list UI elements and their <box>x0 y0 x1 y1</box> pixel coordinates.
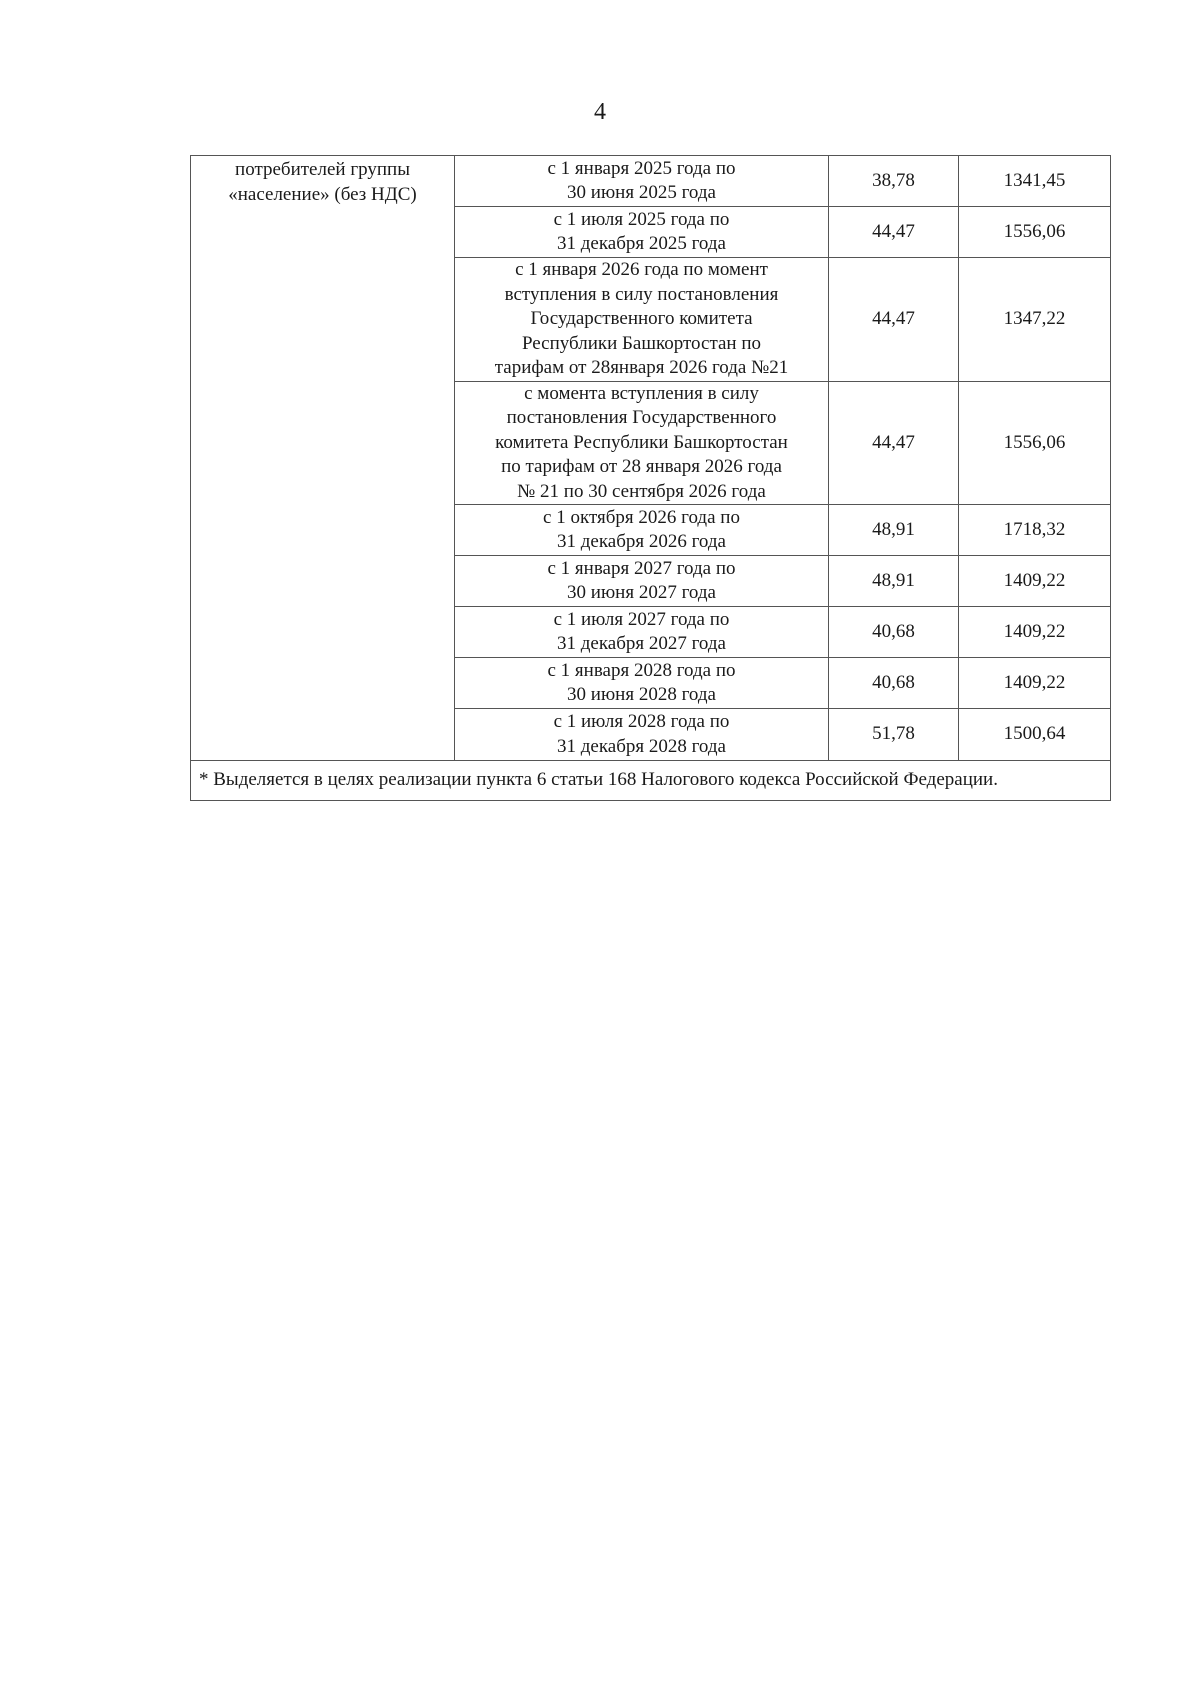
value2-cell: 1409,22 <box>959 658 1111 709</box>
consumer-group-line: «население» (без НДС) <box>228 183 417 205</box>
period-line: с 1 января 2026 года по момент <box>515 259 768 280</box>
value1-cell: 48,91 <box>829 556 959 607</box>
value1-cell: 44,47 <box>829 207 959 258</box>
footnote: * Выделяется в целях реализации пункта 6 статьи 168 Налогового кодекса Российской Федерации. <box>191 761 1111 801</box>
period-cell <box>455 207 829 258</box>
period-line: с 1 января 2028 года по <box>547 659 736 681</box>
period-cell <box>455 156 829 207</box>
value2-cell: 1409,22 <box>959 556 1111 607</box>
period-line: 30 июня 2028 года <box>567 684 716 705</box>
period-cell <box>455 505 829 556</box>
value2-cell: 1341,45 <box>959 156 1111 207</box>
period-cell <box>455 556 829 607</box>
value1-cell: 40,68 <box>829 607 959 658</box>
value2-cell: 1556,06 <box>959 207 1111 258</box>
period-line: комитета Республики Башкортостан <box>495 431 788 453</box>
period-line: 30 июня 2027 года <box>567 582 716 603</box>
period-line: с 1 января 2027 года по <box>547 557 736 579</box>
period-line: 31 декабря 2028 года <box>556 735 726 757</box>
value1-cell: 44,47 <box>829 258 959 382</box>
consumer-group-cell <box>191 156 455 761</box>
tariff-table <box>190 155 1111 801</box>
value1-cell: 40,68 <box>829 658 959 709</box>
value2-cell: 1347,22 <box>959 258 1111 382</box>
period-line: по тарифам от 28 января 2026 года <box>501 456 782 477</box>
period-cell <box>455 258 829 382</box>
table-row <box>191 156 1111 207</box>
period-line: постановления Государственного <box>506 407 777 428</box>
value2-cell: 1409,22 <box>959 607 1111 658</box>
period-line: с 1 октября 2026 года по <box>543 506 740 528</box>
period-cell <box>455 607 829 658</box>
period-cell <box>455 658 829 709</box>
period-line: 30 июня 2025 года <box>567 182 716 203</box>
period-line: Государственного комитета <box>530 308 753 329</box>
value1-cell: 48,91 <box>829 505 959 556</box>
period-line: 31 декабря 2027 года <box>556 633 726 654</box>
value1-cell: 38,78 <box>829 156 959 207</box>
period-cell <box>455 709 829 761</box>
period-line: с 1 июля 2027 года по <box>553 608 730 630</box>
value2-cell: 1718,32 <box>959 505 1111 556</box>
period-line: 31 декабря 2025 года <box>556 233 726 254</box>
period-line: вступления в силу постановления <box>504 283 779 305</box>
value1-cell: 51,78 <box>829 709 959 761</box>
value2-cell: 1556,06 <box>959 381 1111 505</box>
consumer-group-line: потребителей группы <box>235 159 410 180</box>
period-line: с 1 июля 2025 года по <box>553 208 730 230</box>
period-line: с 1 января 2025 года по <box>547 157 736 179</box>
period-line: 31 декабря 2026 года <box>556 531 726 552</box>
period-line: с момента вступления в силу <box>524 382 759 404</box>
page-number: 4 <box>594 99 606 125</box>
period-line: с 1 июля 2028 года по <box>553 711 730 732</box>
value1-cell: 44,47 <box>829 381 959 505</box>
value2-cell: 1500,64 <box>959 709 1111 761</box>
period-line: Республики Башкортостан по <box>521 332 762 354</box>
period-cell <box>455 381 829 505</box>
period-line: тарифам от 28января 2026 года №21 <box>494 357 789 378</box>
period-line: № 21 по 30 сентября 2026 года <box>517 480 766 502</box>
footnote-row <box>191 761 1111 801</box>
